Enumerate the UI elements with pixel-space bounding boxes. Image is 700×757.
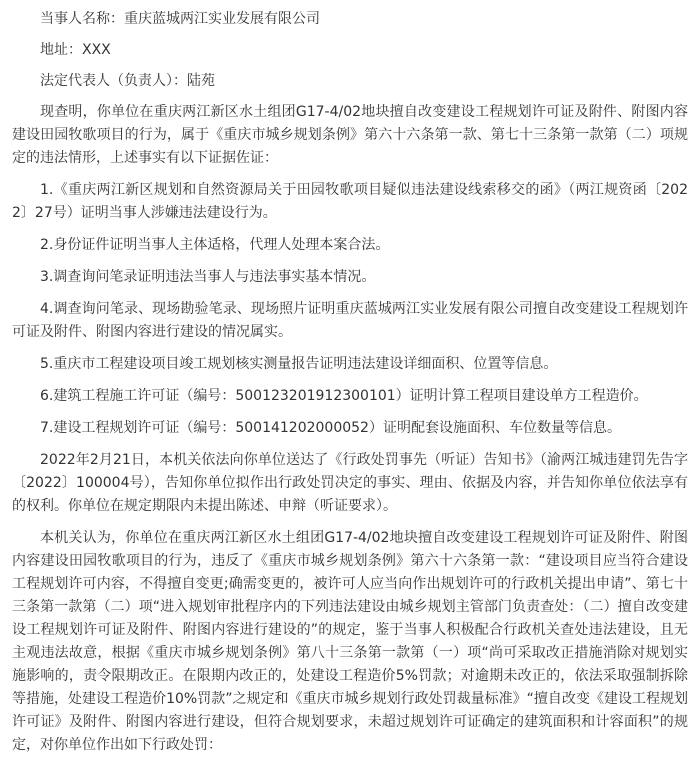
legal-representative: 法定代表人（负责人）：陆苑 <box>40 73 215 89</box>
evidence-item-3: 3.调查询问笔录证明违法当事人与违法事实基本情况。 <box>40 269 376 285</box>
finding-paragraph: 现查明，你单位在重庆两江新区水土组团G17-4/02地块擅自改变建设工程规划许可证及附件、附图内容建设田园牧歌项目的行为，属于《重庆市城乡规划条例》第六十六条第一款、第七十三条第一款第（二）项规定的违法情形，上述事实有以下证据佐证： <box>12 104 688 166</box>
evidence-item-7: 7.建设工程规划许可证（编号：500141202000052）证明配套设施面积、车位数量等信息。 <box>40 420 621 436</box>
conclusion-paragraph: 本机关认为，你单位在重庆两江新区水土组团G17-4/02地块擅自改变建设工程规划许可证及附件、附图内容建设田园牧歌项目的行为，违反了《重庆市城乡规划条例》第六十六条第一款：“建设项目应当符合建设工程规划许可内容，不得擅自变更;确需变更的，被许可人应当向作出规划许可的行政机关提出申请”、第七十三条第一款第（二）项“进入规划审批程序内的下列违法建设由城乡规划主管部门负责查处：（二）擅自改变建设工程规划许可证及附件、附图内容进行建设的”的规定，鉴于当事人积极配合行政机关查处违法建设，且无主观违法故意，根据《重庆市城乡规划条例》第八十三条第一款第（一）项“尚可采取改正措施消除对规划实施影响的，责令限期改正。在限期内改正的，处建设工程造价5%罚款；对逾期未改正的，依法采取强制拆除等措施，处建设工程造价10%罚款”之规定和《重庆市城乡规划行政处罚裁量标准》“擅自改变《建设工程规划许可证》及附件、附图内容进行建设，但符合规划要求，未超过规划许可证确定的建筑面积和计容面积”的规定，对你单位作出如下行政处罚： <box>12 530 688 753</box>
evidence-item-2: 2.身份证件证明当事人主体适格，代理人处理本案合法。 <box>40 237 390 253</box>
party-name: 当事人名称：重庆蓝城两江实业发展有限公司 <box>40 11 320 27</box>
evidence-item-5: 5.重庆市工程建设项目竣工规划核实测量报告证明违法建设详细面积、位置等信息。 <box>40 356 558 372</box>
evidence-item-1: 1.《重庆两江新区规划和自然资源局关于田园牧歌项目疑似违法建设线索移交的函》（两江规资函〔2022〕27号）证明当事人涉嫌违法建设行为。 <box>12 182 688 221</box>
evidence-item-4: 4.调查询问笔录、现场勘验笔录、现场照片证明重庆蓝城两江实业发展有限公司擅自改变建设工程规划许可证及附件、附图内容进行建设的情况属实。 <box>12 301 688 340</box>
party-address: 地址：XXX <box>40 42 111 58</box>
evidence-item-6: 6.建筑工程施工许可证（编号：500123201912300101）证明计算工程项目建设单方工程造价。 <box>40 388 648 404</box>
notice-paragraph: 2022年2月21日，本机关依法向你单位送达了《行政处罚事先（听证）告知书》（渝两江城违建罚先告字〔2022〕100004号），告知你单位拟作出行政处罚决定的事实、理由、依据及内容，并告知你单位依法享有的权利。你单位在规定期限内未提出陈述、申辩（听证要求）。 <box>12 452 688 514</box>
